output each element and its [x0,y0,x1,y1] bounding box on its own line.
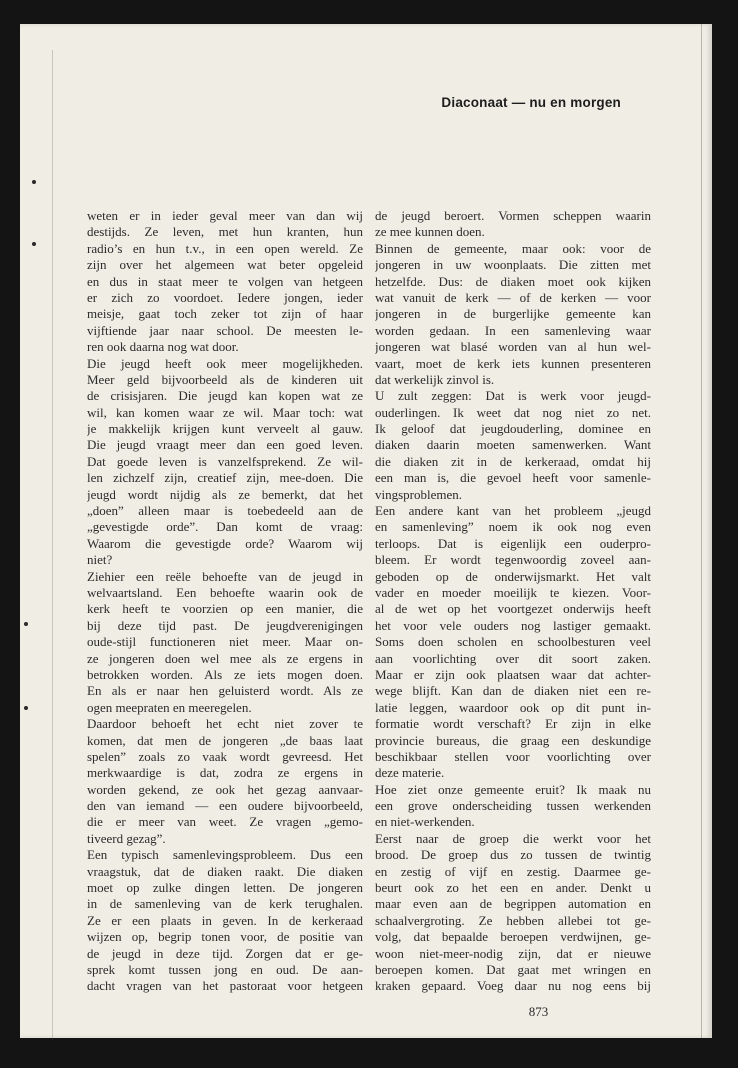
text-line: komen, dat men de jongeren „de baas laat [87,732,363,748]
text-line: wege blijft. Kan dan de diaken niet een re- [375,683,651,699]
text-line: ren ook daarna nog wat door. [87,339,239,355]
page-number: 873 [528,1004,549,1019]
text-line: woon niet-meer-nodig zijn, dat er nieuwe [375,945,651,961]
right-text-column [375,208,651,995]
text-line: meisje, gaat toch zeker tot zijn of haar [87,306,363,322]
text-line: vader en moeder moeilijk te kiezen. Voor- [375,584,651,600]
text-line: En als er naar hen geluisterd wordt. Als ze [87,683,363,699]
text-line: er zich zo voordoet. Iedere jongen, ieder [87,289,363,305]
text-line: een grove onderscheiding tussen werkenden [375,798,651,814]
text-line: len zichzelf zijn, creatief zijn, mee-doen. Die [87,470,363,486]
text-line: jongeren wat blasé worden van al hun wel- [375,339,651,355]
text-line: ze jongeren doen wel mee als ze ergens in [87,650,363,666]
text-line: Meer geld bijvoorbeeld als de kinderen uit [87,371,363,387]
text-line: de crisisjaren. Die jeugd kan kopen wat ze [87,388,363,404]
text-line: ouderlingen. Ik weet dat nog niet zo net. [375,404,651,420]
text-line: jongeren in de burgerlijke gemeente kan [375,306,651,322]
text-line: aan voorlichting over dit soort zaken. [375,650,651,666]
text-line: hetzelfde. Dus: de diaken moet ook kijken [375,273,651,289]
text-line: vijftiende jaar naar school. De meesten le- [87,322,363,338]
text-line: welvaartsland. Een behoefte waarin ook de [87,584,363,600]
text-line: Een andere kant van het probleem „jeugd [375,503,651,519]
text-line: al de wet op het voortgezet onderwijs heeft [375,601,651,617]
text-line: diaken daarin moeten samenwerken. Want [375,437,651,453]
text-line: U zult zeggen: Dat is werk voor jeugd- [375,388,651,404]
text-line: „gevestigde orde”. Dan komt de vraag: [87,519,363,535]
text-line: dat werkelijk zinvol is. [375,371,495,387]
binding-margin-line [52,50,53,1040]
text-line: en samenleving” noem ik ook nog even [375,519,651,535]
text-line: het voor vele ouders nog lastiger gemaakt. [375,617,651,633]
punch-mark-dot [24,706,28,710]
text-line: en niet-werkenden. [375,814,475,830]
text-line: spelen” zoals zo vaak wordt gevreesd. Het [87,748,363,764]
text-line: Maar er zijn ook plaatsen waar dat achter- [375,666,651,682]
text-line: moet op zulke dingen letten. De jongeren [87,880,363,896]
running-header: Diaconaat — nu en morgen [441,95,621,110]
text-line: die diaken zit in de kerkeraad, omdat hij [375,453,651,469]
text-line: Ik geloof dat jeugdouderling, dominee en [375,421,651,437]
text-line: in de samenleving van de kerk terughalen. [87,896,363,912]
text-line: oude-stijl functioneren niet meer. Maar on- [87,634,363,650]
text-line: betrokken worden. Als ze iets mogen doen. [87,666,363,682]
text-line: de jeugd in deze tijd. Zorgen dat er ge- [87,945,363,961]
text-line: Binnen de gemeente, maar ook: voor de [375,240,651,256]
text-line: beroepen komen. Dat gaat met wringen en [375,961,651,977]
text-line: de jeugd beroert. Vormen scheppen waarin [375,208,651,223]
text-line: Een typisch samenlevingsprobleem. Dus een [87,847,363,863]
text-line: en zestig of vijf en zestig. Daarmee ge- [375,863,651,879]
text-line: Soms doen scholen en schoolbesturen veel [375,634,651,650]
text-line: dacht vragen van het pastoraat voor hetgeen [87,978,363,994]
page-edge-rule [701,24,702,1038]
text-line: Ziehier een reële behoefte van de jeugd in [87,568,363,584]
text-line: jongeren in uw woonplaats. Die zitten met [375,257,651,273]
punch-mark-dot [24,622,28,626]
text-line: Die jeugd vraagt meer dan een goed leven. [87,437,363,453]
text-line: weten er in ieder geval meer van dan wij [87,208,363,223]
text-line: je makkelijk krijgen kunt verveelt al gauw. [87,421,363,437]
text-line: Hoe ziet onze gemeente eruit? Ik maak nu [375,781,651,797]
text-line: latie leggen, waardoor ook op dit punt in- [375,699,651,715]
text-line: den van iemand — een oudere bijvoorbeeld, [87,798,363,814]
text-line: niet? [87,552,113,568]
document-page [20,24,712,1038]
text-line: wat vanuit de kerk — of de kerken — voor [375,289,651,305]
text-line: bleem. Er wordt tegenwoordig zoveel aan- [375,552,651,568]
text-line: tiveerd gezag”. [87,830,166,846]
text-line: terloops. Dat is eigenlijk een ouderpro- [375,535,651,551]
text-line: deze materie. [375,765,445,781]
text-line: een man is, die gevoel heeft voor samenle- [375,470,651,486]
text-line: Ze er een plaats in geven. In de kerkeraad [87,912,363,928]
punch-mark-dot [32,242,36,246]
text-line: jeugd wordt nijdig als ze bemerkt, dat het [87,486,363,502]
punch-mark-dot [32,180,36,184]
text-line: schaalvergroting. Ze hebben allebei tot ge- [375,912,651,928]
text-line: Waarom die gevestigde orde? Waarom wij [87,535,363,551]
text-line: vraagstuk, dat de diaken raakt. Die diaken [87,863,363,879]
text-line: wijzen op, begrip tonen voor, de positie van [87,929,363,945]
text-line: worden gekend, ze ook het gezag aanvaar- [87,781,363,797]
text-line: merkwaardige is dat, zodra ze ergens in [87,765,363,781]
text-line: zijn over het algemeen wat beter opgeleid [87,257,363,273]
text-line: sprek komt tussen jong en oud. De aan- [87,961,363,977]
text-line: Eerst naar de groep die werkt voor het [375,830,651,846]
text-line: die er meer van weet. Ze vragen „gemo- [87,814,363,830]
text-line: vingsproblemen. [375,486,463,502]
text-line: Daardoor behoeft het echt niet zover te [87,716,363,732]
text-line: brood. De groep dus zo tussen de twintig [375,847,651,863]
text-line: vaart, moet de kerk iets kunnen presenteren [375,355,651,371]
page-number-container [20,1004,712,1020]
text-line: kerk heeft te voorzien op een manier, die [87,601,363,617]
text-line: en dus in staat meer te volgen van hetgeen [87,273,363,289]
text-line: kraken gepaard. Voeg daar nu nog eens bij [375,978,651,994]
text-line: formatie wordt verschaft? Er zijn in elke [375,716,651,732]
text-line: provincie bureaus, die graag een deskundige [375,732,651,748]
text-line: maar even aan de begrippen automation en [375,896,651,912]
text-line: radio’s en hun t.v., in een open wereld. Ze [87,240,363,256]
text-line: geboden op de onderwijsmarkt. Het valt [375,568,651,584]
text-line: ze mee kunnen doen. [375,224,485,240]
text-line: Die jeugd heeft ook meer mogelijkheden. [87,355,363,371]
text-line: destijds. Ze leven, met hun kranten, hun [87,224,363,240]
text-line: bij deze tijd past. De jeugdverenigingen [87,617,363,633]
text-line: beurt ook zo het een en ander. Denkt u [375,880,651,896]
text-line: beschikbaar stellen voor voorlichting over [375,748,651,764]
text-line: ogen meepraten en meeregelen. [87,699,252,715]
text-line: „doen” alleen maar is toebedeeld aan de [87,503,363,519]
text-line: wil, kan komen waar ze wil. Maar toch: wat [87,404,363,420]
text-line: worden gedaan. In een samenleving waar [375,322,651,338]
left-text-column [87,208,363,995]
text-line: Dat goede leven is vanzelfsprekend. Ze wil- [87,453,363,469]
text-line: volg, dat bepaalde beroepen verdwijnen, ge- [375,929,651,945]
